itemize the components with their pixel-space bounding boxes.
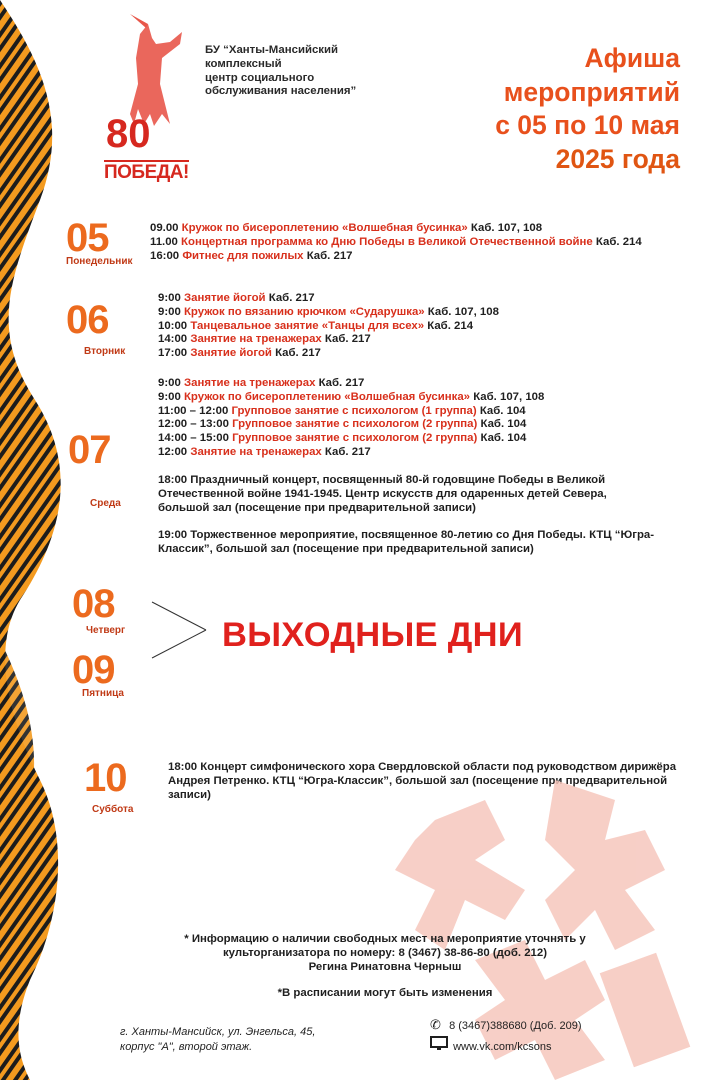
title-line-1: Афиша — [584, 43, 680, 73]
event-row: 12:00 Занятие на тренажерах Каб. 217 — [158, 445, 371, 458]
event-paragraph: 18:00 Праздничный концерт, посвященный 80-й годовщине Победы в Великой Отечественной войне 1941-1945. Центр искусств для одаренных детей Севера, большой зал (посещение при предварительной записи) — [158, 474, 607, 514]
day-events — [158, 377, 544, 460]
day-events — [150, 222, 642, 263]
event-paragraph: 19:00 Торжественное мероприятие, посвященное 80-летию со Дня Победы. КТЦ “Югра-Классик”, большой зал (посещение при предварительной записи) — [158, 529, 655, 555]
title-line-4: 2025 года — [555, 143, 680, 174]
day-number: 07 — [68, 428, 111, 472]
day-events — [158, 292, 499, 361]
victory-80-logo — [100, 14, 196, 184]
bracket-lines — [150, 600, 210, 660]
title-line-2: мероприятий — [503, 76, 680, 107]
logo-caption: ПОБЕДА! — [104, 162, 189, 183]
day-name: Понедельник — [66, 256, 133, 267]
monitor-icon — [430, 1036, 450, 1053]
web-contact[interactable]: www.vk.com/kcsons — [430, 1036, 551, 1053]
monument-icon — [100, 14, 196, 184]
day-name: Суббота — [92, 804, 134, 815]
title-line-3: с 05 по 10 мая — [495, 110, 680, 140]
event-row: 14:00 – 15:00 Групповое занятие с психологом (2 группа) Каб. 104 — [158, 432, 527, 445]
event-row: 16:00 Фитнес для пожилых Каб. 217 — [150, 249, 353, 262]
event-row: 11.00 Концертная программа ко Дню Победы в Великой Отечественной войне Каб. 214 — [150, 235, 642, 248]
day-name: Среда — [90, 498, 121, 509]
day-name: Четверг — [86, 625, 126, 636]
event-paragraph: 18:00 Концерт симфонического хора Свердловской области под руководством дирижёра Андрея Петренко. КТЦ “Югра-Классик”, большой зал (посещение при предварительной записи) — [168, 761, 677, 801]
weekend-label: ВЫХОДНЫЕ ДНИ — [222, 616, 523, 654]
event-row: 11:00 – 12:00 Групповое занятие с психологом (1 группа) Каб. 104 — [158, 404, 526, 417]
day-name: Пятница — [82, 688, 124, 699]
event-row: 9:00 Кружок по вязанию крючком «Сударушка» Каб. 107, 108 — [158, 305, 499, 318]
day-name: Вторник — [84, 346, 126, 357]
page-title — [495, 42, 680, 176]
event-row: 14:00 Занятие на тренажерах Каб. 217 — [158, 333, 371, 346]
event-row: 9:00 Занятие на тренажерах Каб. 217 — [158, 377, 365, 389]
day-number: 06 — [66, 298, 109, 342]
event-row: 09.00 Кружок по бисероплетению «Волшебная бусинка» Каб. 107, 108 — [150, 222, 543, 234]
phone-contact: ✆ 8 (3467)388680 (Доб. 209) — [430, 1017, 582, 1032]
event-row: 17:00 Занятие йогой Каб. 217 — [158, 347, 321, 360]
day-number: 09 — [72, 648, 115, 692]
event-row: 9:00 Кружок по бисероплетению «Волшебная бусинка» Каб. 107, 108 — [158, 390, 545, 403]
day-number: 10 — [84, 756, 127, 800]
changes-note: *В расписании могут быть изменения — [277, 987, 493, 999]
day-number: 08 — [72, 582, 115, 626]
event-row: 10:00 Танцевальное занятие «Танцы для всех» Каб. 214 — [158, 319, 474, 332]
phone-icon: ✆ — [430, 1017, 441, 1032]
address: г. Ханты-Мансийск, ул. Энгельса, 45, корпус "А", второй этаж. — [120, 1026, 316, 1053]
organization-name: БУ “Ханты-Мансийский комплексный центр социального обслуживания населения” — [205, 44, 357, 98]
event-row: 12:00 – 13:00 Групповое занятие с психологом (2 группа) Каб. 104 — [158, 418, 527, 431]
day-number: 05 — [66, 216, 109, 260]
event-row: 9:00 Занятие йогой Каб. 217 — [158, 292, 315, 304]
logo-number: 80 — [106, 112, 151, 156]
info-note: * Информацию о наличии свободных мест на мероприятие уточнять у культорганизатора по номеру: 8 (3467) 38-86-80 (доб. 212) Регина Ринатовна Черныш — [184, 933, 586, 973]
